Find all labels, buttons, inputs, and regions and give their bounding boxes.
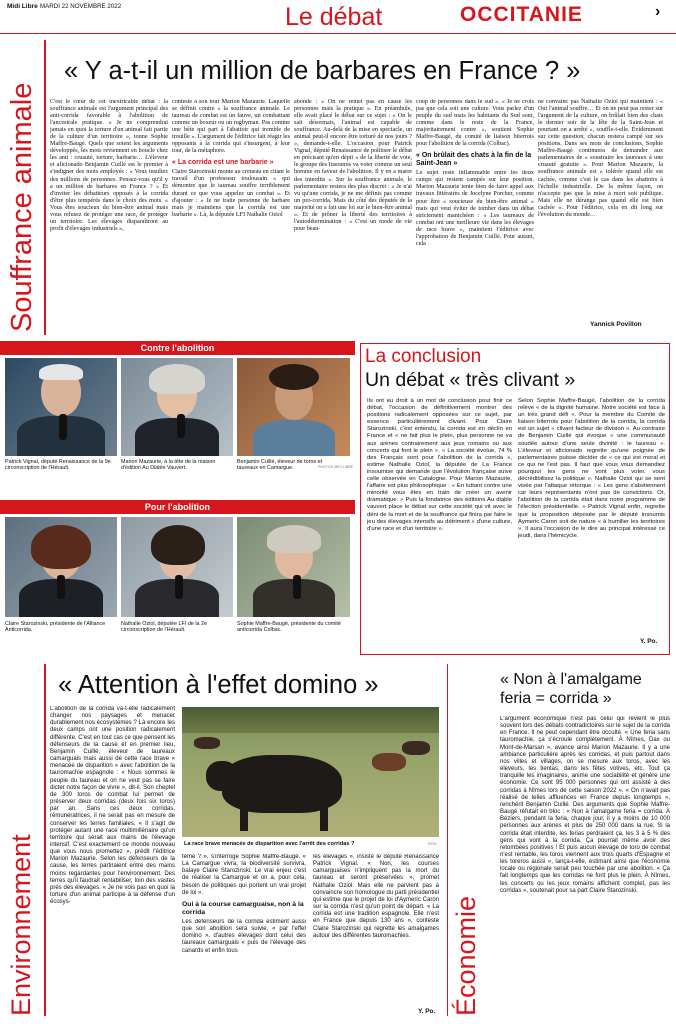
top-col-4-subhead: « On brûlait des chats à la fin de la Saint-Jean » bbox=[416, 152, 532, 168]
top-divider bbox=[44, 40, 46, 335]
caption-contre-3: Benjamin Cuillé, éleveur de toros et taureaux en Camargue. bbox=[237, 459, 323, 472]
microphone-icon bbox=[177, 414, 185, 438]
caption-pour-3: Sophie Maffre-Baugé, présidente du comité anticorrida Colbac. bbox=[237, 621, 341, 634]
bottom-col-1: L'abolition de la corrida va-t-elle radicalement changer nos paysages et menacer durablement nos écosystèmes ? Là encore les deux camps ont une position radicalement différente. C'est en tout cas ce que pensent les défenseurs de la cause et en premier lieu, Benjamin Cuillé, éleveur de taureaux camarguais mais aussi de cette race brave « menacée de disparition » avec l'abolition de la tauromachie espagnole : « Nous sommes le peuple du taureau et on ne veut pas se faire dicter notre façon de vivre », dit-il. Son cheptel de 300 toros de combat lui permet de préserver deux corridas (deux fois six toros) par an. Sans ces deux corridas, rémunératrices, il ne serait pas en mesure de conserver les terres familiales. « Il s'agit de protéger autant une race multimillénaire qu'un territoire qui serait aux mains de l'élevage intensif. C'est exactement ce monde nouveau que vous nous promettez », prédit l'éditrice Marion Mazaurie. Selon les défenseurs de la cause, les terres partiraient entre des mains moins regardantes pour l'environnement. Des terres qu'il faudrait rentabiliser, loin des vastes prés des élevages. « Je ne vois pas en quoi la torture d'un animal participe à la défense d'un écosys- bbox=[50, 706, 175, 906]
microphone-icon bbox=[59, 414, 67, 440]
bulls-field-photo bbox=[182, 707, 439, 837]
paper-name: Midi Libre bbox=[7, 3, 38, 10]
vertical-title-economie: Économie bbox=[451, 895, 481, 1016]
top-col-1: C'est le cœur de cet inextricable débat : la souffrance animale est l'argument principal des anti-corrida favorable à l'abolition de l'ancestrale pratique. « Je ne comprendrai jamais en quoi la torture d'un animal fait partie de la culture d'un territoire », tonne Sophie Maffre-Baugé. Quels que soient les arguments développés, les mots reviennent en boucle chez les anti : cruauté, torture, barbarie… L'éleveur et aficionado Benjamin Cuillé est le premier à s'indigner des mots employés : « Vous insultez des millions de personnes. Pensez-vous qu'il y a un million de barbares en France ? » Et d'inviter les débatteurs opposés à la corrida d'être plus tempérés dans le choix des mots. « Vous êtes soucieux du bien-être animal mais vous refusez de protéger une race, de protéger un territoire. Les élevages disparaîtront au profit d'élevages industriels », bbox=[50, 99, 168, 232]
bull-main bbox=[222, 755, 342, 813]
top-col-2-wrap bbox=[172, 99, 290, 331]
bottom-divider bbox=[44, 664, 46, 1016]
bull-leg bbox=[320, 807, 328, 831]
contre-abolition-label: Contre l'abolition bbox=[0, 341, 355, 355]
speaker-body bbox=[253, 420, 335, 456]
edition-date: MARDI 22 NOVEMBRE 2022 bbox=[40, 3, 122, 10]
top-col-3: abonde : « On ne remet pas en cause les personnes mais la pratique ». En préambule, elle avait placé le débat sur ce sujet : « On le sait désormais, l'animal est capable de souffrance. Au-delà de la mise en spectacle, un animal peut-il encore être torturé de nos jours ? », demande-t-elle. L'occasion pour Patrick Vignal, député Renaissance de politiser le débat en précisant qu'en dépit « de la liberté de vote, le groupe des Insoumis va voter comme un seul homme en faveur de l'abolition. Il y en a marre des interdits ». Sur la souffrance animale, le parlementaire restera des plus discret : « Je n'ai vu qu'une corrida, je ne me définis pas comme un pro-corrida. Mais du côté des députés de la majorité on a fait une loi sur le bien-être animal ». Et de prôner la liberté des territoires à l'autodétermination : « C'est un mode de vie pour beau- bbox=[294, 99, 412, 232]
microphone-icon bbox=[57, 575, 65, 599]
top-col-4: coup de personnes dans le sud ». « Je ne crois pas que cela soit une culture. Vous parlez d'un peuple du sud mais les habitants du Sud sont, comme dans le reste de la France, majoritairement contre », soutient Sophie Maffre-Baugé, du comité de liaison biterrois pour l'abolition de la corrida (Colbac). bbox=[416, 99, 534, 148]
vertical-title-souffrance: Souffrance animale bbox=[6, 82, 38, 332]
speaker-man-curly-photo bbox=[237, 358, 350, 456]
conclusion-kicker: La conclusion bbox=[365, 346, 482, 367]
speaker-hair bbox=[149, 364, 205, 394]
eco-divider bbox=[447, 664, 448, 1016]
bull-head bbox=[206, 761, 238, 791]
bull-far bbox=[372, 753, 406, 771]
bottom-col-2-wrap bbox=[182, 854, 306, 1019]
top-signature: Yannick Povillon bbox=[590, 321, 642, 328]
conclusion-box bbox=[360, 343, 670, 655]
top-col-2b: Claire Starozinski monte au créneau en citant le travail d'un professeur toulousain « qui démontre que le taureau souffre terriblement durant ce que vous appelez un combat ». Et d'ajouter : « Je ne traite personne de barbare mais je maintiens que la corrida est une barbarie ». Là, la députée LFI Nathalie Oziol bbox=[172, 169, 290, 218]
bull-far bbox=[194, 737, 220, 749]
conclusion-title: Un débat « très clivant » bbox=[365, 369, 576, 391]
region-title: OCCITANIE bbox=[460, 3, 583, 26]
speaker-woman-young-photo bbox=[121, 517, 233, 617]
speaker-hair bbox=[269, 364, 319, 390]
speaker-hair bbox=[267, 525, 321, 553]
conclusion-col-2: Selon Sophie Maffre-Baugé, l'abolition de la corrida relève « de la dignité humaine. Notre société est face à un très grand défi ». Pour la membre du Comité de liaison biterrois pour l'abolition de la corrida, la corrida est un sujet « clivant facteur de division ». Au contraire de Benjamin Cuillé qui évoque « une communauté soudée autour d'une seule divinité : le taureau ». L'éleveur et aficionado regrette qu'une poignée de parlementaires puisse décider de « ce qui est moral et ce qui ne l'est pas. Il faut que vous vous demandiez pourquoi les gens ne vont plus voter, vous décrédibilisez la politique ». Nathalie Oziol qui se sent visée par l'attaque rétorque : « Les gens s'abstiennent car leurs représentants n'ont pas de convictions. Or, l'abolition de la corrida était dans notre programme de l'élection présidentielle. » Patrick Vignal enfin, regrette que la proposition déposée par le député insoumis Aymeric Caron soit de nature « à humilier les territoires ». Il aura l'occasion de le dire au principal intéressé ce jeudi, dans l'hémicycle. bbox=[518, 398, 665, 539]
tree-line bbox=[182, 707, 439, 733]
bottom-col-2: tème ? », s'interroge Sophie Maffre-Baugé. « La Camargue vivra, la biodiversité survivra, balaye Claire Starozinski. Le vrai enjeu c'est de réaliser la Camargue et on a, pour cela, besoin de politiques qui portent un vrai projet de loi ». bbox=[182, 854, 306, 896]
page-header bbox=[0, 0, 676, 34]
pour-abolition-label: Pour l'abolition bbox=[0, 500, 355, 514]
next-page-arrow-icon[interactable]: › bbox=[655, 3, 661, 20]
top-col-5: ne convainc pas Nathalie Oziol qui maintient : « Oui l'animal souffre… Et on ne peut pas rester sur l'argument de la culture, on brûlait bien des chats le dernier soir de la fête de la Saint-Jean et pourtant on a arrêté », souffle-t-elle. Évidemment sur cette question, chacun restera campé sur ses positions. Dans ses mots de conclusions, Sophie Maffre-Baugé continuera de demander aux parlementaires de « soustraire les taureaux à une cruauté gratuite ». Pour Marion Mazaurie, la souffrance animale est « tolérée quand elle est cachée, comme c'est le cas dans les abattoirs à l'échelle industrielle. De la même façon, on n'accepte pas que la mise à mort soit publique. Mais elle ne dérange pas quand elle est bien cachée ». Pour l'éditrice, cela en dit long sur l'évolution du monde… bbox=[538, 99, 663, 218]
vertical-title-environnement: Environnement bbox=[6, 834, 36, 1016]
bottom-col-2b: Les défenseurs de la corrida estiment aussi que son abolition sera suivie, « par l'effet domino », d'autres élevages dont celui des taureaux camarguais « puis de l'élevage des canards et enfin tous bbox=[182, 918, 306, 954]
top-col-2: conteste à son tour Marion Mazaurie. Laquelle se définit contre « la souffrance animale. Le taureau de combat est un fauve, un combattant comme un boxeur ou un rugbyman. Pas comme une bête qui part à l'abattoir qui tremble de trouille ». L'argument de l'éditrice fait réagir les opposants à la corrida qui s'insurgent, à leur tour, de la métaphore. bbox=[172, 99, 290, 155]
bottom-photo-credit: ROH bbox=[428, 842, 437, 846]
top-col-4b: Le sujet reste inflammable entre les deux camps qui restent campés sur leur position. Marion Mazaurie tente bien de faire appel aux travaux littéraires de Jocelyne Porcher, comme pour être « soucieuse du bien-être animal » mais qui veut éviter de tomber dans un débat strictement manichéen : « Les taureaux de combat ont une meilleure vie dans les élevages de race brave », maintient l'éditrice avec l'approbation de Benjamin Cuillé. Pour autant, cela bbox=[416, 170, 534, 247]
caption-contre-2: Marion Mazaurie, à la tête de la maison d'édition Au Diable Vauvert. bbox=[121, 459, 216, 472]
speaker-hair bbox=[31, 525, 91, 569]
top-col-2-subhead: « La corrida est une barbarie » bbox=[172, 159, 274, 167]
eco-body: L'argument économique n'est pas celui qui revient le plus souvent lors des débats contradictoires sur le sujet de la corrida en France. Il ne peut cependant être occulté. « Une feria sans tauromachie, ça s'écroule complètement. À Nîmes, Dax ou Mont-de-Marsan », avance ainsi Marion Mazaurie. Il y a une ambiance particulière après les corridas, et puis partout dans nos villes et villages, on se mesure aux toros, avec les éleveurs, les tientas, dans les fêtes votives, etc. Tout ça tranquille les imaginaires, anime une sociabilité et génère une économie. Ce sont 95 000 personnes qui ont assisté à des corridas à Nîmes lors de cette saison 2022 ». « On n'avait pas réalisé de telles affluences en France depuis longtemps », renchérit Benjamin Cuillé. Des arguments que Sophie Maffre-Baugé réfutait en bloc : « Non à l'amalgame feria = corrida. À Béziers, pendant la feria, chaque jour, il y a moins de 10 000 personnes aux arènes et plus de 250 000 dans la rue. Si la corrida était interdite, les ferias perdraient ça, les 3 à 5 % des gens qui vont à la corrida. Ça pourrait même avoir des retombées positives ! Et puis aucun élevage de toro de combat n'est rentable, les toros viennent aux trois quarts d'Espagne et les toreros aussi », lança-t-elle, estimant ainsi que l'économie locale ou régionale serait peu touchée par une abolition. « Ça fait longtemps que les corridas ne font plus le plein. À Nîmes, les concerts ou les jeux romains affichent complet, pas les corridas », soutenait pour sa part Claire Starozinski. bbox=[500, 716, 670, 894]
top-headline: « Y a-t-il un million de barbares en France ? » bbox=[64, 57, 581, 85]
top-col-4-wrap bbox=[416, 99, 534, 331]
bottom-col-3: les élevages », insiste le député Renaissance Patrick Vignal. « Non, les courses camarguaises n'impliquent pas la mort du taureau et seront préservées », promet Nathalie Oziol. Mais elle ne parvient pas à convaincre son homologue du parti présidentiel qui estime que le projet de loi d'Aymeric Caron sur la corrida n'est qu'un point de départ. « La corrida est une tradition espagnole. Elle n'est en France que depuis 130 ans », conteste Claire Starozinski qui regrette les amalgames autour des différentes tauromachies. bbox=[313, 854, 439, 939]
microphone-icon bbox=[175, 575, 183, 599]
bottom-headline: « Attention à l'effet domino » bbox=[58, 671, 379, 699]
bottom-signature: Y. Po. bbox=[418, 1008, 436, 1015]
speaker-woman-glasses-photo bbox=[121, 358, 233, 456]
caption-pour-2: Nathalie Oziol, députée LFI de la 2e circonscription de l'Hérault. bbox=[121, 621, 208, 634]
caption-contre-1: Patrick Vignal, député Renaissance de la 9e circonscription de l'Hérault. bbox=[5, 459, 111, 472]
speaker-man-glasses-photo bbox=[5, 358, 117, 456]
speaker-woman-dark-photo bbox=[5, 517, 117, 617]
bull-far bbox=[402, 741, 430, 755]
caption-pour-1: Claire Starozinski, présidente de l'Alliance Anticorrida. bbox=[5, 621, 106, 634]
speaker-panel bbox=[0, 341, 355, 655]
speaker-woman-grey-photo bbox=[237, 517, 350, 617]
bottom-photo-caption: La race brave menacée de disparition avec l'arrêt des corridas ? bbox=[184, 841, 355, 847]
section-title: Le débat bbox=[285, 3, 383, 31]
bottom-col-2-subhead: Oui à la course camarguaise, non à la corrida bbox=[182, 900, 304, 916]
eco-title: « Non à l'amalgame feria = corrida » bbox=[500, 671, 642, 707]
conclusion-col-1: Ils ont eu droit à un mot de conclusion pour finir ce débat, l'occasion de définitivement montrer des positions radicalement opposées sur ce sujet, par essence particulièrement clivant. Pour Claire Starozinski, c'est entendu, la corrida est en déclin en France et « ne fait plus le plein, plus personne ne va aux arènes contrairement aux jeux romains ou aux concerts qui font le plein ». « La société évolue, 74 % des Français sont pour l'abolition de la corrida », estime Nathalie Oziol, la députée de La France insoumise qui demande que l'évolution française suive celle observée en Catalogne. Pour Marion Mazaurie, l'affaire est plus philosophique : « En luttant contre une minorité vous êtes en train de créer un avenir dramatique. » Puis la fondatrice des éditions Au diable vauvert place le débat sur cette société qui vit avec le déni de la mort et de la souffrance qui finira par faire le jeu des élevages intensifs au détriment « d'une culture, d'une race et d'un territoire ». bbox=[367, 398, 512, 532]
speaker-hair bbox=[151, 525, 205, 565]
microphone-icon bbox=[293, 575, 301, 599]
conclusion-signature: Y. Po. bbox=[640, 638, 658, 645]
bull-leg bbox=[240, 807, 248, 831]
speaker-hair bbox=[39, 364, 83, 380]
panel-photo-credit: PHOTOS MIDI LIBRE bbox=[318, 465, 354, 469]
